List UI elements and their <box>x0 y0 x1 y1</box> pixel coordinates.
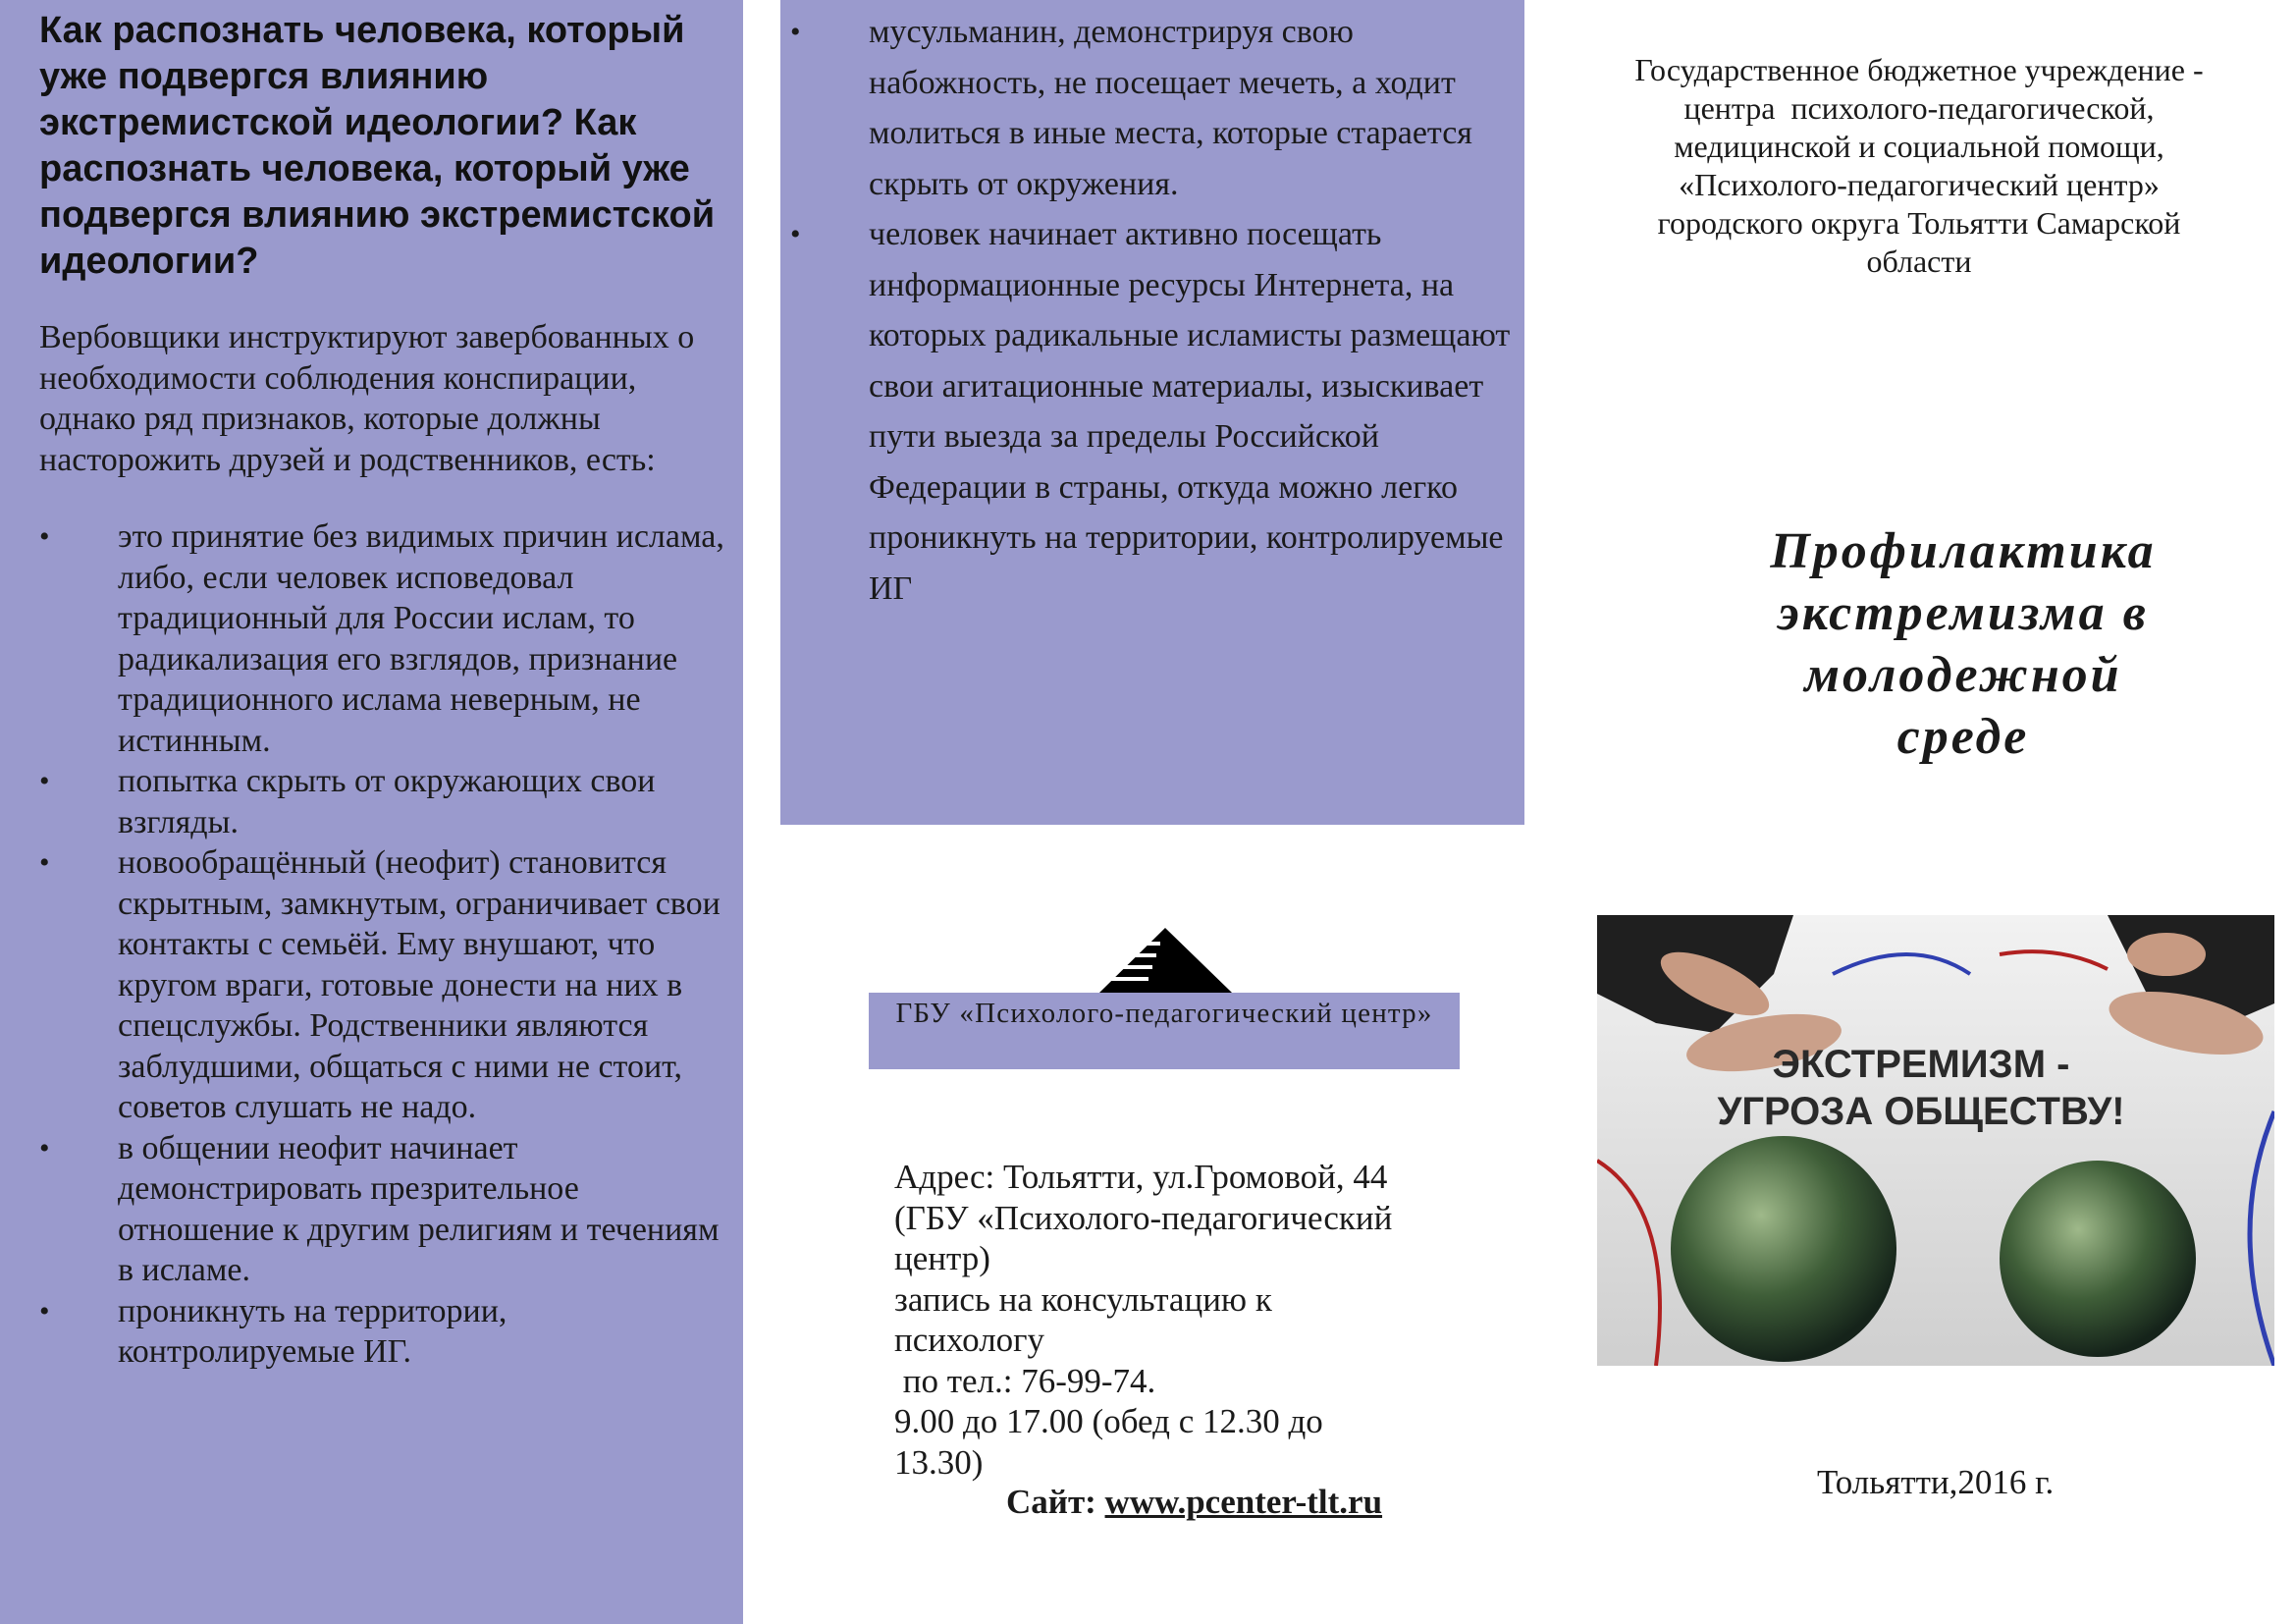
contact-line: центр) <box>894 1239 990 1277</box>
list-item: • новообращённый (неофит) становится скрытным, замкнутым, ограничивает свои контакты с семьёй. Ему внушают, что кругом враги, готовые донести на них в спецслужбы. Родственники являются заблудшими, общаться с ними не стоит, советов слушать не надо. <box>39 842 738 1128</box>
list-item: • это принятие без видимых причин ислама, либо, если человек исповедовал традиционный для России ислам, то радикализация его взглядов, признание традиционного ислама неверным, не истинным. <box>39 516 738 761</box>
left-bullet-list <box>39 516 738 1373</box>
contact-line: 9.00 до 17.00 (обед с 12.30 до <box>894 1402 1323 1440</box>
website-label: Сайт: <box>1006 1483 1096 1521</box>
contact-line: по тел.: 76-99-74. <box>894 1361 1156 1400</box>
list-item: • человек начинает активно посещать информационные ресурсы Интернета, на которых радикальные исламисты размещают свои агитационные материалы, изыскивает пути выезда за пределы Российской Федерации в страны, откуда можно легко проникнуть на территории, контролируемые ИГ <box>790 209 1512 614</box>
image-caption-line-1: ЭКСТРЕМИЗМ - <box>1772 1043 2070 1086</box>
org-line: области <box>1866 244 1972 279</box>
contact-line: психологу <box>894 1321 1045 1359</box>
list-item: • мусульманин, демонстрируя свою набожность, не посещает мечеть, а ходит молиться в иные места, которые старается скрыть от окружения. <box>790 7 1512 209</box>
org-line: центра психолого-педагогической, <box>1683 90 2155 126</box>
middle-bullet-list <box>790 7 1512 614</box>
org-line: «Психолого-педагогический центр» <box>1679 167 2160 202</box>
contact-line: запись на консультацию к <box>894 1279 1272 1319</box>
image-caption-line-2: УГРОЗА ОБЩЕСТВУ! <box>1717 1090 2125 1133</box>
globes-illustration <box>1597 915 2274 1366</box>
title-line: среде <box>1896 709 2030 765</box>
logo-label: ГБУ «Психолого-педагогический центр» <box>895 998 1433 1029</box>
org-line: Государственное бюджетное учреждение - <box>1634 52 2204 87</box>
contact-line: Адрес: Тольятти, ул.Громовой, 44 <box>894 1158 1388 1196</box>
contact-line: (ГБУ «Психолого-педагогический <box>894 1198 1393 1237</box>
list-item: • попытка скрыть от окружающих свои взгляды. <box>39 761 738 842</box>
website-line <box>1006 1483 1382 1522</box>
title-line: экстремизма в <box>1778 585 2149 641</box>
website-link[interactable]: www.pcenter-tlt.ru <box>1104 1483 1383 1521</box>
extremism-poster-image <box>1597 915 2274 1366</box>
list-item: • в общении неофит начинает демонстрировать презрительное отношение к другим религиям и течениям в исламе. <box>39 1128 738 1291</box>
contact-block <box>894 1157 1483 1483</box>
title-line: молодежной <box>1804 647 2122 703</box>
contact-line: 13.30) <box>894 1442 984 1482</box>
org-line: медицинской и социальной помощи, <box>1674 129 2164 164</box>
left-intro-paragraph: Вербовщики инструктируют завербованных о необходимости соблюдения конспирации, однако ряд признаков, которые должны насторожить друзей и родственников, есть: <box>39 319 695 478</box>
pyramid-logo-icon <box>1099 928 1232 993</box>
title-line: Профилактика <box>1770 523 2157 579</box>
list-item: • проникнуть на территории, контролируемые ИГ. <box>39 1291 738 1373</box>
footer-city-year: Тольятти,2016 г. <box>1817 1463 2055 1501</box>
brochure-title <box>1669 520 2258 768</box>
left-heading: Как распознать человека, который уже подвергся влиянию экстремистской идеологии? Как распознать человека, который уже подвергся влиянию экстремистской идеологии? <box>39 10 716 282</box>
org-line: городского округа Тольятти Самарской <box>1657 205 2181 241</box>
organization-name <box>1575 51 2263 281</box>
